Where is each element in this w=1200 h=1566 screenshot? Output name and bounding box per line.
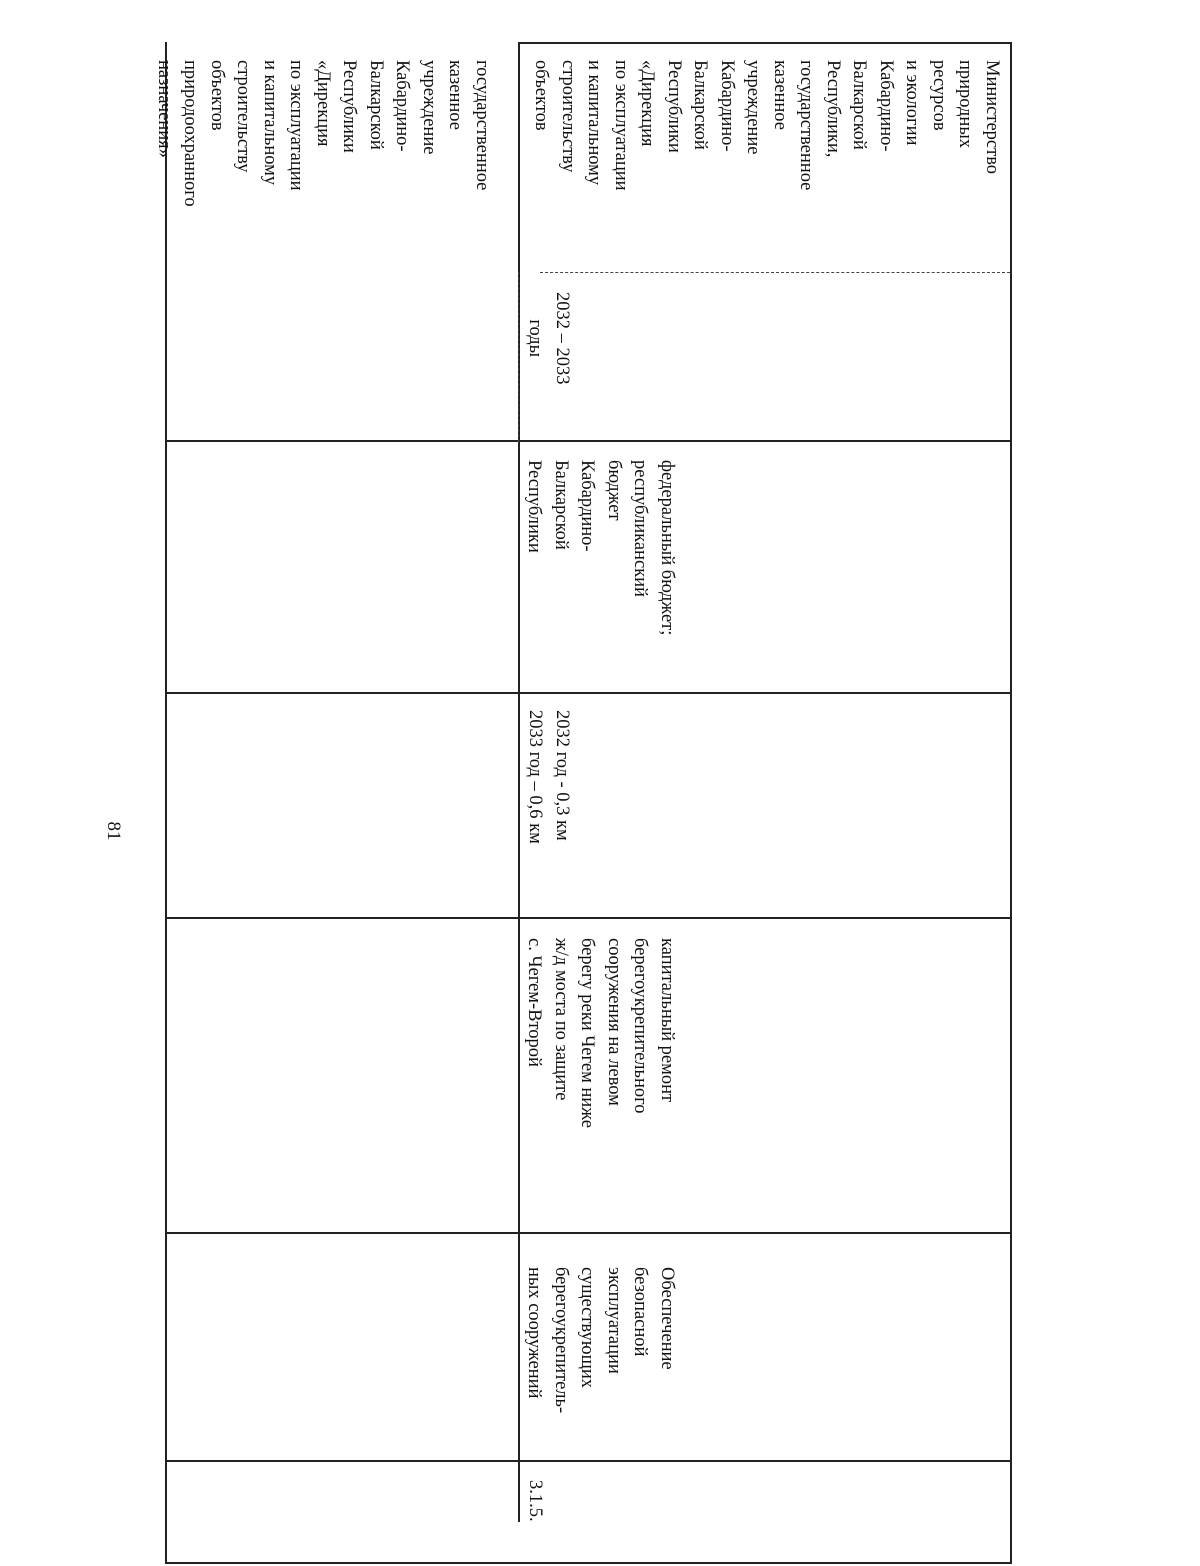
column-line-period [540, 272, 1010, 273]
column-line-funding [165, 692, 1012, 694]
cell-edge [518, 272, 519, 442]
row-divider [518, 42, 520, 1522]
table-bottom-border [165, 1562, 1012, 1564]
table-border-right [1010, 42, 1012, 1562]
volume-cell: 2032 год - 0,3 км 2033 год – 0,6 км [525, 710, 572, 844]
executor-cell-prev: государственное казенное учреждение Кабардино- Балкарской Республики «Дирекция по эксплуатации и капитальному строительству объектов природоохранного назначения» [154, 60, 492, 207]
period-cell: 2032 – 2033 годы [525, 292, 572, 385]
column-line-volume [165, 917, 1012, 919]
column-line-executor [165, 440, 1012, 442]
column-line-activity [165, 1460, 1012, 1462]
page-number: 81 [103, 821, 124, 841]
column-line-object [165, 1232, 1012, 1234]
table-top-border [520, 42, 1012, 44]
row-number: 3.1.5. [525, 1480, 545, 1522]
activity-cell: Обеспечение безопасной эксплуатации существующих берегоукрепитель- ных сооружений [524, 1267, 677, 1414]
object-cell: капитальный ремонт берегоукрепительного сооружения на левом берегу реки Чегем ниже ж/д моста по защите с. Чегем-Второй [524, 938, 677, 1128]
table-border-left [165, 42, 167, 1562]
funding-cell: федеральный бюджет; республиканский бюджет Кабардино- Балкарской Республики [524, 460, 677, 636]
executor-cell: Министерство природных ресурсов и экологии Кабардино- Балкарской Республики, государственное казенное учреждение Кабардино- Балкарской Республики «Дирекция по эксплуатации и капитальному строительству объектов [531, 60, 1002, 191]
